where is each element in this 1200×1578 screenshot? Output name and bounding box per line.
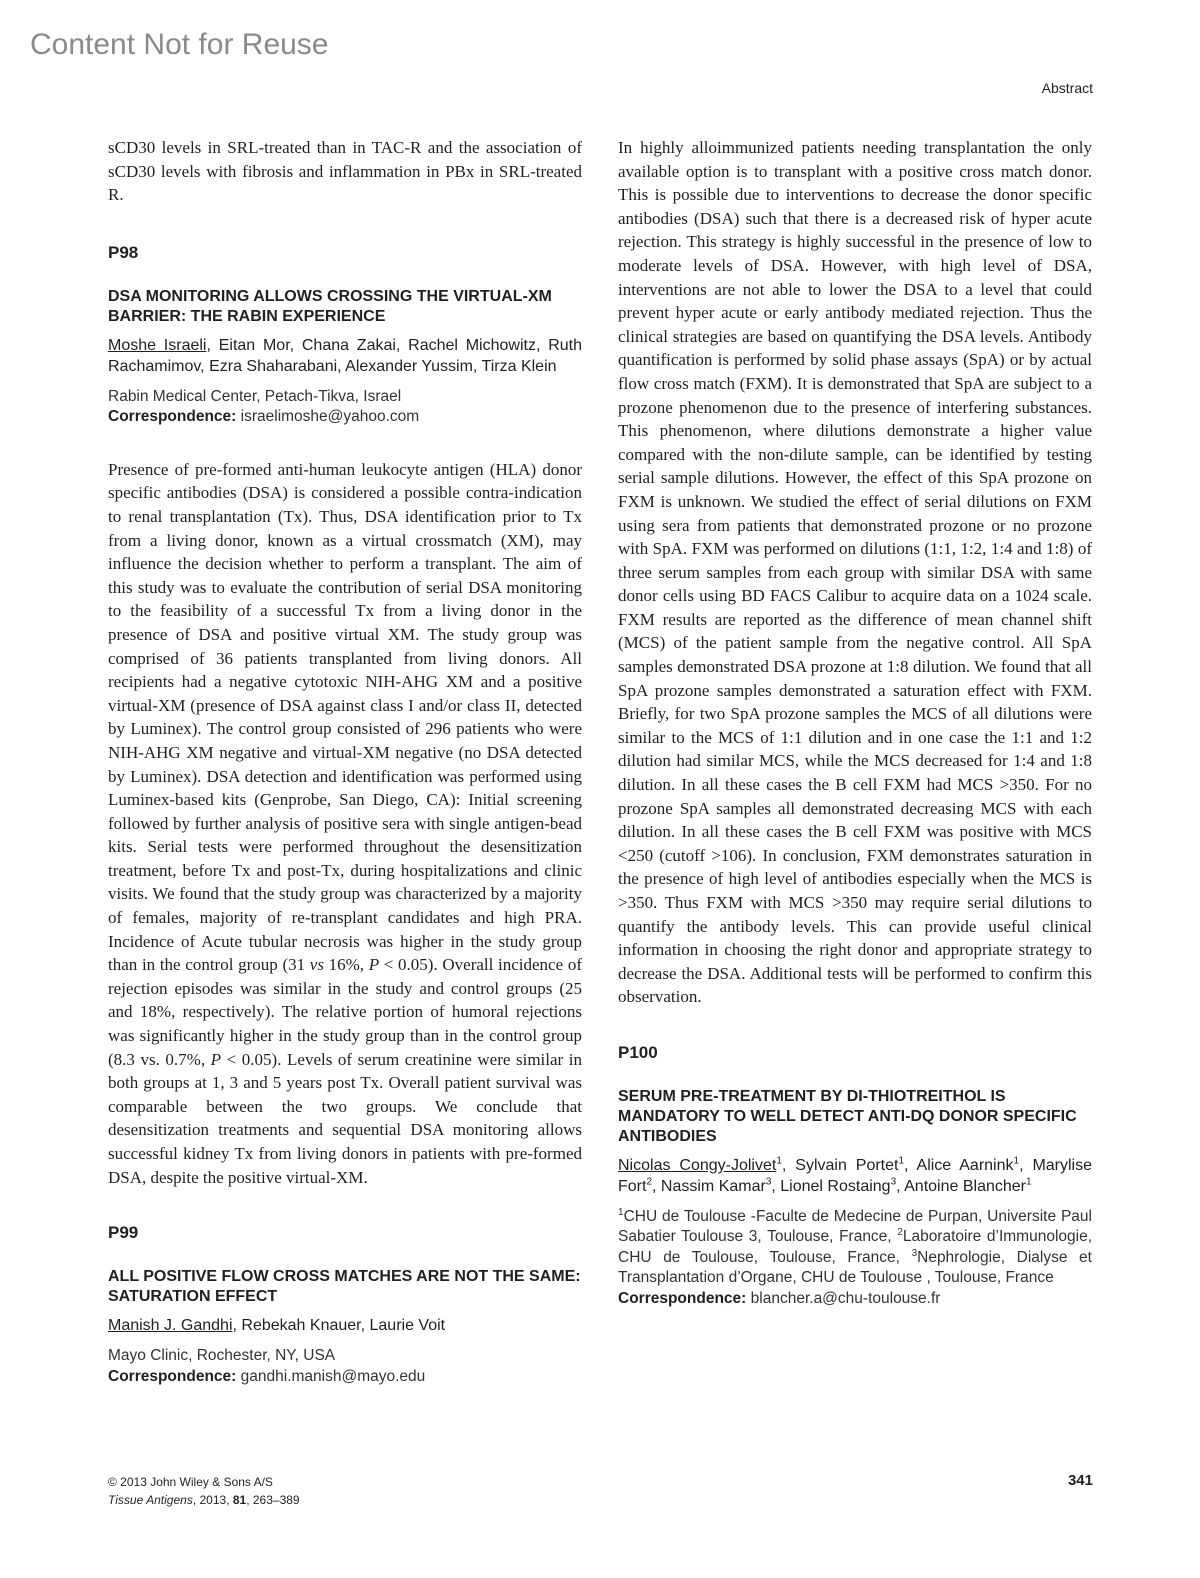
authors-p98 — [108, 335, 582, 377]
continuation-text: sCD30 levels in SRL-treated than in TAC-R and the association of sCD30 levels with fibrosis and inflammation in PBx in SRL-treated R. — [108, 138, 582, 205]
body-text: < 0.05). Levels of serum creatinine were similar in both groups at 1, 3 and 5 years post Tx. Overall patient survival was comparable between the two groups. We conclude that desensitization treatments and sequential DSA monitoring allows successful kidney Tx from living donors in patients with pre-formed DSA, despite the positive virtual-XM. — [108, 1049, 582, 1187]
correspondence-email[interactable]: israelimoshe@yahoo.com — [240, 408, 420, 426]
citation-year: , 2013, — [192, 1493, 233, 1507]
body-text: 16%, — [323, 955, 369, 975]
abstract-id-p100: P100 — [618, 1042, 658, 1062]
presenting-author: Nicolas Congy-Jolivet — [618, 1156, 777, 1174]
correspondence-p99 — [108, 1367, 582, 1388]
citation-volume: 81 — [232, 1493, 247, 1507]
co-author: , Lionel Rostaing — [771, 1177, 891, 1195]
co-author: , Antoine Blancher — [896, 1177, 1026, 1195]
correspondence-email[interactable]: blancher.a@chu-toulouse.fr — [750, 1289, 941, 1307]
correspondence-label: Correspondence: — [108, 1367, 237, 1385]
author-sup: 1 — [898, 1155, 905, 1167]
citation-pages: , 263–389 — [246, 1493, 300, 1507]
affil-sup: 3 — [911, 1247, 918, 1259]
affil-text: CHU de Toulouse -Faculte de Medecine de Purpan, Universite Paul Sabatier Toulouse 3, Toulouse, France, — [618, 1207, 1092, 1246]
author-sup: 1 — [1026, 1176, 1032, 1188]
co-author: , Nassim Kamar — [652, 1177, 766, 1195]
affil-text: Laboratoire d’Immunologie, CHU de Toulouse, Toulouse, France, — [618, 1228, 1092, 1266]
affiliation-p99: Mayo Clinic, Rochester, NY, USA — [108, 1347, 336, 1365]
abstract-title-p99: ALL POSITIVE FLOW CROSS MATCHES ARE NOT THE SAME: SATURATION EFFECT — [108, 1268, 581, 1306]
correspondence-p100 — [618, 1289, 1092, 1310]
watermark: Content Not for Reuse — [30, 28, 329, 61]
abstract-title-p100: SERUM PRE-TREATMENT BY DI-THIOTREITHOL IS MANDATORY TO WELL DETECT ANTI-DQ DONOR SPECIFIC ANTIBODIES — [618, 1087, 1077, 1145]
affil-sup: 2 — [897, 1227, 903, 1239]
body-italic: P — [210, 1049, 222, 1069]
author-sup: 2 — [646, 1176, 653, 1188]
co-author: , Sylvain Portet — [781, 1156, 899, 1174]
correspondence-label: Correspondence: — [618, 1289, 747, 1307]
abstract-body-p98 — [108, 458, 582, 1189]
journal-citation — [108, 1491, 300, 1509]
footer-citation — [108, 1473, 300, 1509]
author-sup: 3 — [765, 1176, 772, 1188]
page-number: 341 — [1067, 1472, 1093, 1489]
author-sup: 1 — [776, 1155, 782, 1167]
abstract-id-p98: P98 — [108, 242, 139, 262]
abstract-id-p99: P99 — [108, 1223, 139, 1243]
correspondence-email[interactable]: gandhi.manish@mayo.edu — [240, 1367, 426, 1385]
correspondence-label: Correspondence: — [108, 408, 237, 426]
affil-sup: 1 — [618, 1206, 624, 1218]
correspondence-p98 — [108, 407, 582, 428]
presenting-author: Manish J. Gandhi — [108, 1317, 233, 1335]
co-authors: , Eitan Mor, Chana Zakai, Rachel Michowitz, Ruth Rachamimov, Ezra Shaharabani, Alexander Yussim, Tirza Klein — [108, 336, 582, 375]
copyright: © 2013 John Wiley & Sons A/S — [108, 1475, 273, 1489]
abstract-body-p99: In highly alloimmunized patients needing transplantation the only available option is to transplant with a positive cross match donor. This is possible due to interventions to decrease the donor specific antibodies (DSA) such that there is a decreased risk of hyper acute rejection. This strategy is highly successful in the presence of low to moderate levels of DSA. However, with high level of DSA, interventions are not able to lower the DSA to a level that could prevent hyper acute or early antibody mediated rejection. Thus the clinical strategies are based on quantifying the DSA levels. Antibody quantification is performed by solid phase assays (SpA) or by actual flow cross match (FXM). It is demonstrated that SpA are subject to a prozone phenomenon due to the presence of interfering substances. This phenomenon, where dilutions demonstrate a higher value compared with the non-dilute sample, can be identified by testing serial sample dilutions. However, the effect of this SpA prozone on FXM is unknown. We studied the effect of serial dilutions on FXM using sera from patients that demonstrated prozone or no prozone with SpA. FXM was performed on dilutions (1:1, 1:2, 1:4 and 1:8) of three serum samples from each group with similar DSA with same donor cells using BD FACS Calibur to acquire data on a 1024 scale. FXM results are reported as the difference of mean channel shift (MCS) of the patient sample from the negative control. All SpA samples demonstrated DSA prozone at 1:8 dilution. We found that all SpA prozone samples demonstrated a saturation effect with FXM. Briefly, for two SpA prozone samples the MCS of all dilutions were similar to the MCS of 1:1 dilution and in one case the 1:1 and 1:2 dilution had similar MCS, while the MCS decreased for 1:4 and 1:8 dilution. In all these cases the B cell FXM had MCS >350. For no prozone SpA samples all demonstrated decreasing MCS with each dilution. In all these cases the B cell FXM was positive with MCS <250 (cutoff >106). In conclusion, FXM demonstrates saturation in the presence of high level of antibodies especially when the MCS is >350. Thus FXM with MCS >350 may require serial dilutions to quantify the antibody levels. This can provide useful clinical information in choosing the right donor and appropriate strategy to decrease the DSA. Additional tests will be performed to confirm this observation. — [618, 138, 1092, 1007]
authors-p100 — [618, 1155, 1092, 1197]
left-column — [108, 136, 582, 1387]
co-authors: , Rebekah Knauer, Laurie Voit — [232, 1317, 446, 1335]
author-sup: 3 — [890, 1176, 897, 1188]
authors-p99 — [108, 1315, 582, 1336]
affiliation-p100 — [618, 1207, 1092, 1289]
body-italic: vs — [309, 955, 324, 975]
abstract-title-p98: DSA MONITORING ALLOWS CROSSING THE VIRTUAL-XM BARRIER: THE RABIN EXPERIENCE — [108, 287, 552, 325]
right-column — [618, 136, 1092, 1309]
body-text: Presence of pre-formed anti-human leukocyte antigen (HLA) donor specific antibodies (DSA) is considered a possible contra-indication to renal transplantation (Tx). Thus, DSA identification prior to Tx from a living donor, known as a virtual crossmatch (XM), may influence the decision whether to perform a transplant. The aim of this study was to evaluate the contribution of serial DSA monitoring to the feasibility of a successful Tx from a living donor in the presence of DSA and positive virtual XM. The study group was comprised of 36 patients transplanted from living donors. All recipients had a negative cytotoxic NIH-AHG XM and a positive virtual-XM (presence of DSA against class I and/or class II, detected by Luminex). The control group consisted of 296 patients who were NIH-AHG XM negative and virtual-XM negative (no DSA detected by Luminex). DSA detection and identification was performed using Luminex-based kits (Genprobe, San Diego, CA): Initial screening followed by further analysis of positive sera with single antigen-bead kits. Serial tests were performed throughout the desensitization treatment, before Tx and post-Tx, during hospitalizations and clinic visits. We found that the study group was characterized by a majority of females, majority of re-transplant candidates and high PRA. Incidence of Acute tubular necrosis was higher in the study group than in the control group (31 — [108, 459, 582, 975]
co-author: , Alice Aarnink — [904, 1156, 1014, 1174]
journal-name: Tissue Antigens — [108, 1493, 193, 1507]
presenting-author: Moshe Israeli — [108, 336, 207, 354]
co-author: , Marylise Fort — [618, 1156, 1092, 1195]
author-sup: 1 — [1013, 1155, 1020, 1167]
affiliation-p98: Rabin Medical Center, Petach-Tikva, Israel — [108, 387, 402, 405]
body-text: < 0.05). Overall incidence of rejection episodes was similar in the study and control groups (25 and 18%, respectively). The relative portion of humoral rejections was significantly higher in the study group than in the control group (8.3 vs. 0.7%, — [108, 955, 582, 1069]
section-header: Abstract — [1041, 80, 1093, 96]
body-italic: P — [368, 955, 380, 975]
affil-text: Nephrologie, Dialyse et Transplantation d’Organe, CHU de Toulouse , Toulouse, France — [618, 1248, 1092, 1287]
